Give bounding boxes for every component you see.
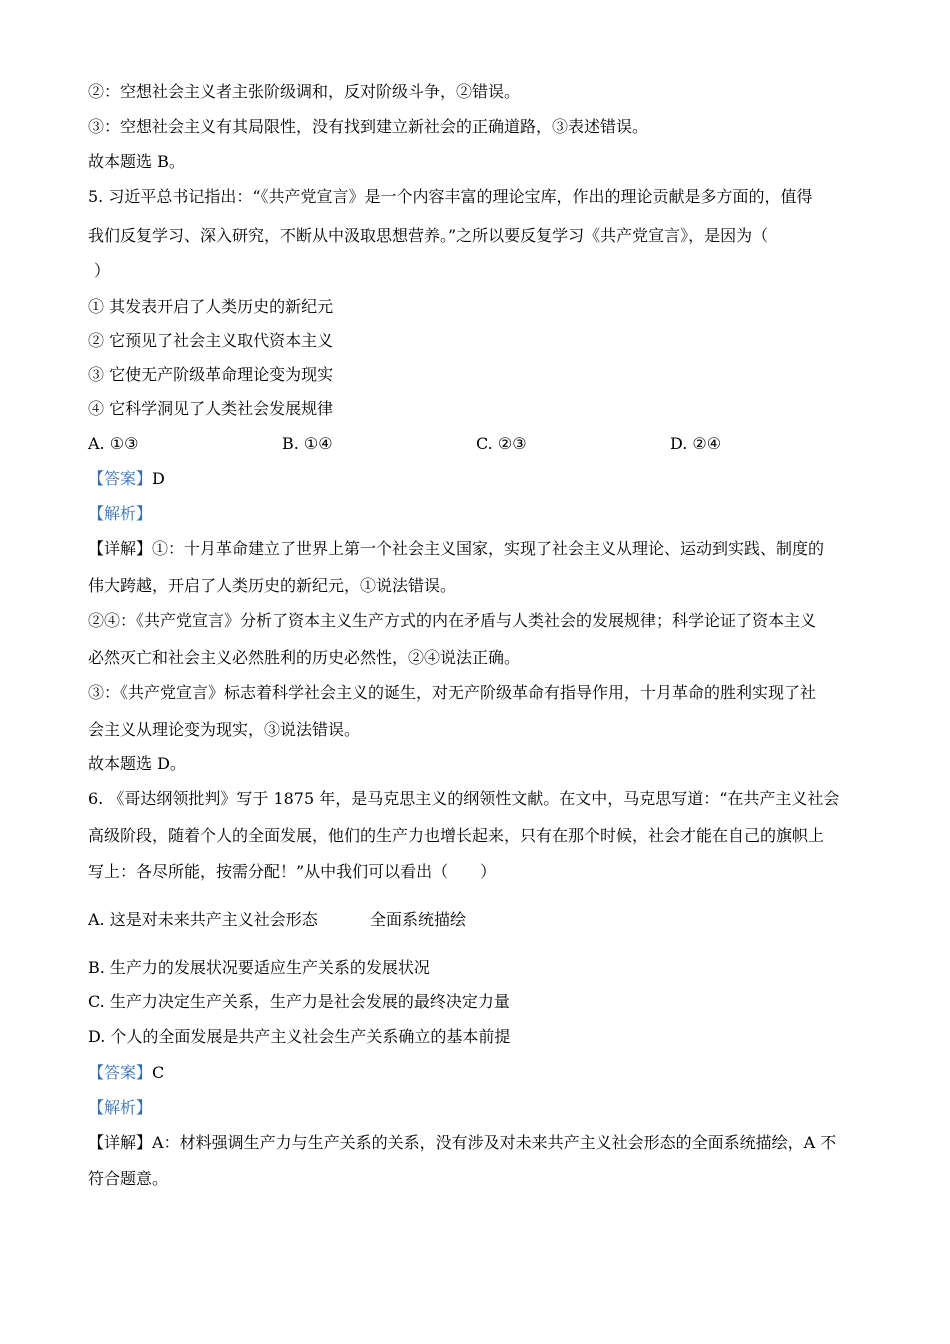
detail-line: 必然灭亡和社会主义必然胜利的历史必然性，②④说法正确。: [88, 648, 521, 667]
detail-line: ③：《共产党宣言》标志着科学社会主义的诞生，对无产阶级革命有指导作用，十月革命的胜利实现了社: [88, 683, 817, 702]
detail-tag: 【详解】: [88, 1133, 153, 1152]
text-line: ②：空想社会主义者主张阶级调和，反对阶级斗争，②错误。: [88, 82, 521, 101]
option-b: B. ①④: [282, 434, 333, 453]
statement-4: ④ 它科学洞见了人类社会发展规律: [88, 399, 334, 418]
detail-line: 会主义从理论变为现实，③说法错误。: [88, 720, 361, 739]
text-line: 故本题选 B。: [88, 152, 185, 171]
statement-1: ① 其发表开启了人类历史的新纪元: [88, 297, 334, 316]
detail-line: ②④：《共产党宣言》分析了资本主义生产方式的内在矛盾与人类社会的发展规律；科学论证了资本主义: [88, 611, 817, 630]
answer-line: [88, 468, 165, 490]
detail-text: A：材料强调生产力与生产关系的关系，没有涉及对未来共产主义社会形态的全面系统描绘，A 不: [152, 1133, 837, 1152]
question-5-stem: 我们反复学习、深入研究，不断从中汲取思想营养。”之所以要反复学习《共产党宣言》，是因为（: [88, 226, 769, 245]
option-b: B. 生产力的发展状况要适应生产关系的发展状况: [88, 958, 430, 977]
detail-text: ①：十月革命建立了世界上第一个社会主义国家，实现了社会主义从理论、运动到实践、制度的: [152, 539, 825, 558]
answer-value: C: [152, 1063, 165, 1082]
statement-3: ③ 它使无产阶级革命理论变为现实: [88, 365, 334, 384]
answer-tag: 【答案】: [88, 469, 153, 488]
text-line: ③：空想社会主义有其局限性，没有找到建立新社会的正确道路，③表述错误。: [88, 117, 649, 136]
option-c: C. 生产力决定生产关系，生产力是社会发展的最终决定力量: [88, 992, 510, 1011]
question-5-stem: 5. 习近平总书记指出：“《共产党宣言》是一个内容丰富的理论宝库，作出的理论贡献是多方面的，值得: [88, 187, 813, 206]
question-6-stem: 写上：各尽所能，按需分配！”从中我们可以看出（ ）: [88, 862, 497, 881]
answer-line: [88, 1062, 164, 1084]
analysis-tag: 【解析】: [88, 1098, 153, 1117]
option-c: C. ②③: [476, 434, 527, 453]
detail-line: 符合题意。: [88, 1169, 169, 1188]
answer-tag: 【答案】: [88, 1063, 153, 1082]
analysis-tag: 【解析】: [88, 504, 153, 523]
statement-2: ② 它预见了社会主义取代资本主义: [88, 331, 334, 350]
option-a: A. ①③: [88, 434, 139, 453]
answer-value: D: [152, 469, 165, 488]
conclusion-line: 故本题选 D。: [88, 754, 186, 773]
detail-tag: 【详解】: [88, 539, 153, 558]
question-5-stem: ）: [94, 261, 111, 280]
detail-line: 伟大跨越，开启了人类历史的新纪元，①说法错误。: [88, 576, 457, 595]
detail-line: [88, 1132, 836, 1154]
detail-line: [88, 538, 824, 560]
option-a-continued: 全面系统描绘: [370, 910, 467, 929]
option-d: D. ②④: [670, 434, 722, 453]
question-6-stem: 6. 《哥达纲领批判》写于 1875 年，是马克思主义的纲领性文献。在文中，马克思写道：“在共产主义社会: [88, 789, 840, 808]
option-d: D. 个人的全面发展是共产主义社会生产关系确立的基本前提: [88, 1027, 511, 1046]
option-a: A. 这是对未来共产主义社会形态: [88, 910, 318, 929]
question-6-stem: 高级阶段，随着个人的全面发展，他们的生产力也增长起来，只有在那个时候，社会才能在自己的旗帜上: [88, 826, 825, 845]
